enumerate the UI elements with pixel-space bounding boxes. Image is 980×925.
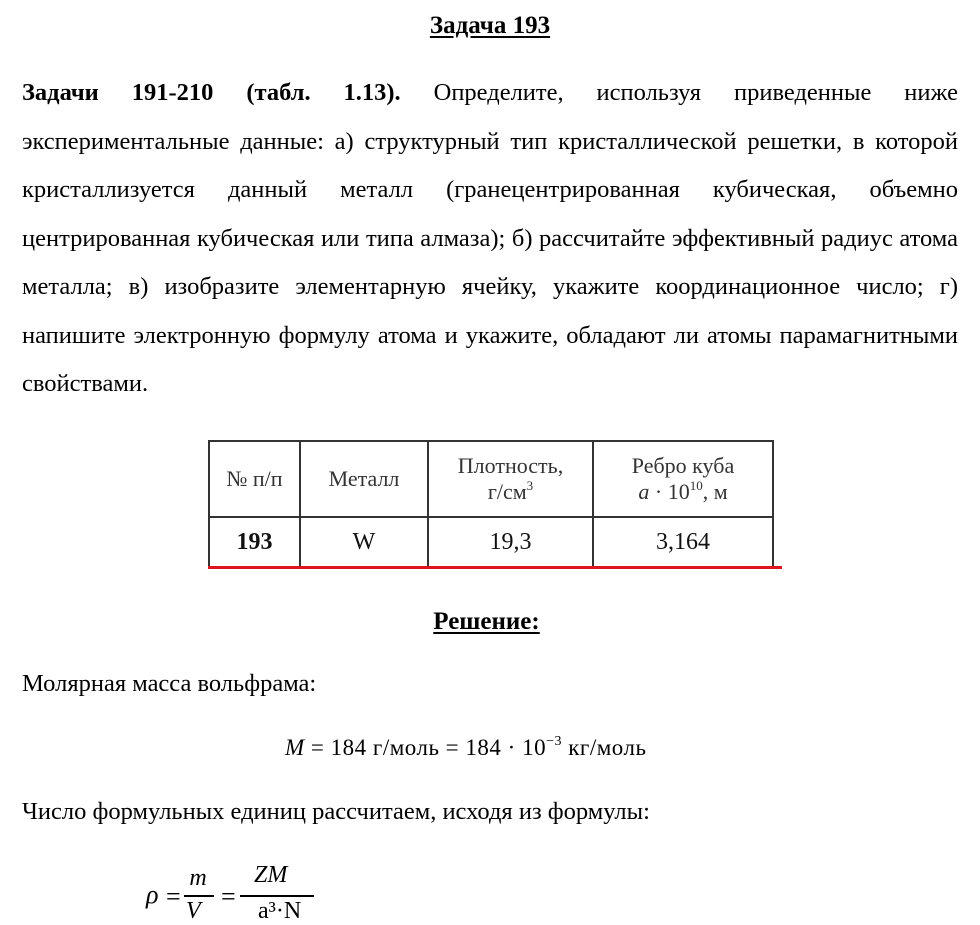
fraction-bar [184,895,214,897]
problem-range-label: Задачи 191-210 (табл. 1.13). [22,79,401,106]
cell-density: 19,3 [428,517,593,567]
mass-numerator: m [189,865,207,891]
molar-mass-exponent: −3 [546,734,562,749]
zm-denominator: a³·N [258,898,302,924]
header-edge [593,441,773,517]
header-edge-label: Ребро куба [631,453,735,478]
metal-data-table [208,440,783,571]
cell-number [209,517,300,567]
header-edge-unit: , м [702,479,728,504]
header-number: № п/п [209,441,300,517]
header-edge-var: a [638,479,650,504]
molar-mass-var: M [285,735,305,760]
cell-metal: W [300,517,428,567]
equals-sign-2: = [221,882,236,911]
header-edge-exp: 10 [689,478,703,493]
table-bottom-accent-line [208,566,782,569]
cell-edge: 3,164 [593,517,773,567]
fraction-bar-2 [240,895,314,897]
header-metal: Металл [300,441,428,517]
table-row [209,517,773,567]
density-formula [146,862,346,924]
problem-statement [22,69,958,409]
molar-mass-value: = 184 г/моль = 184 · 10 [304,735,547,760]
molar-mass-unit: кг/моль [561,735,647,760]
molar-mass-formula [285,735,646,761]
zm-numerator: ZM [254,862,288,888]
solution-heading: Решение: [433,608,540,635]
problem-text: Определите, используя приведенные ниже экспериментальные данные: а) структурный тип кристаллической решетки, в которой кристаллизуется данный металл (гранецентрированная кубическая, объемно центрированная кубическая или типа алмаза); б) рассчитайте эффективный радиус атома металла; в) изобразите элементарную ячейку, укажите координационное число; г) напишите электронную формулу атома и укажите, обладают ли атомы парамагнитными свойствами. [22,79,958,397]
page-title: Задача 193 [429,12,551,39]
table-header-row [209,441,773,517]
molar-mass-text: Молярная масса вольфрама: [22,670,317,697]
equals-sign: = [166,882,181,911]
density-symbol: ρ [146,880,159,909]
header-density-label: Плотность, [457,453,564,478]
header-density-unit-exp: 3 [526,478,534,493]
header-density [428,441,593,517]
formula-units-text: Число формульных единиц рассчитаем, исходя из формулы: [22,798,650,825]
header-density-unit: г/см [487,479,527,504]
volume-denominator: V [186,898,201,924]
header-edge-mult: · 10 [649,479,690,504]
cell-number-value: 193 [236,528,273,555]
